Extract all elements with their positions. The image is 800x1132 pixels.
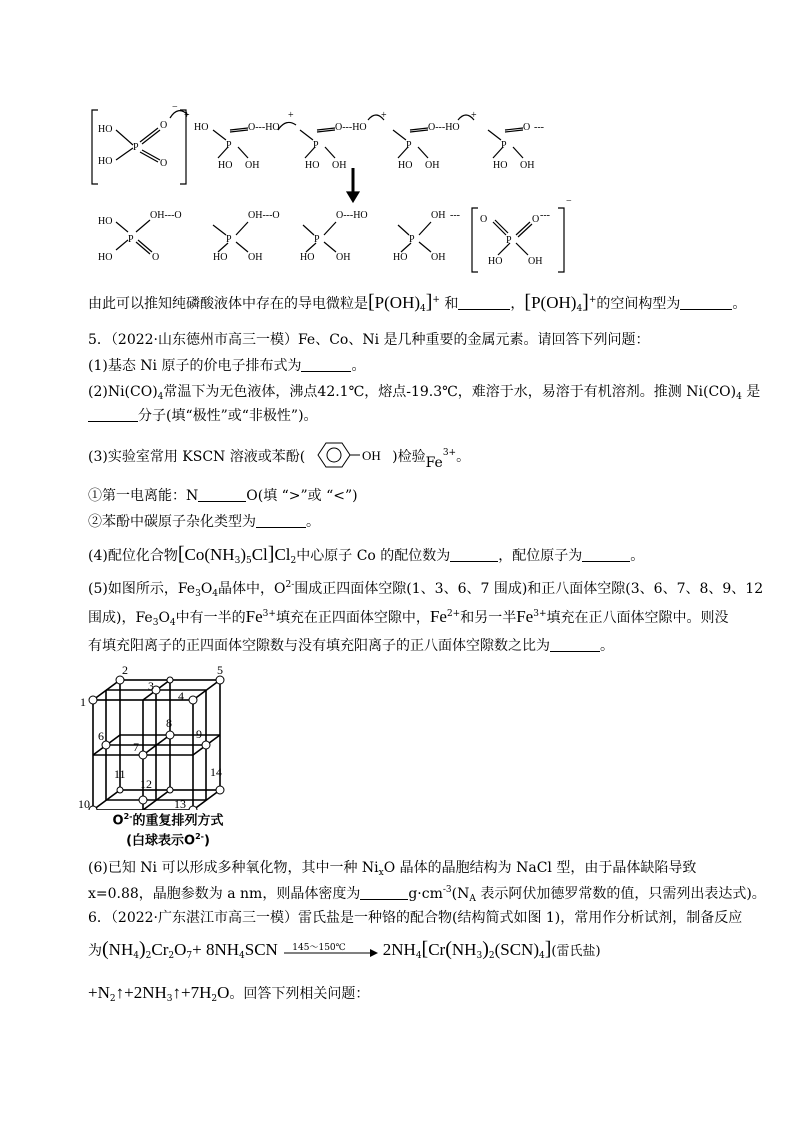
oxide-lattice-figure <box>78 660 238 810</box>
svg-text:---: --- <box>534 122 544 133</box>
svg-text:HO: HO <box>398 160 413 171</box>
q6-intro: 6．（2022·广东湛江市高三一模）雷氏盐是一种铬的配合物(结构简式如图 1)，常用作分析试剂，制备反应 <box>88 910 743 926</box>
svg-text:P: P <box>226 140 232 151</box>
svg-text:P: P <box>314 234 320 245</box>
figure-caption-1: $O^{2-}$的重复排列方式 <box>112 812 224 829</box>
svg-text:14: 14 <box>210 765 222 779</box>
svg-text:HO: HO <box>493 160 508 171</box>
svg-text:P: P <box>313 140 319 151</box>
svg-text:−: − <box>566 196 572 207</box>
svg-text:---: --- <box>450 210 460 221</box>
svg-text:12: 12 <box>140 777 152 791</box>
q5-part6-line2: x=0.88，晶胞参数为 a nm，则晶体密度为 $g\cdot cm^{-3}(N_A$ 表示阿伏加德罗常数的值，只需列出表达式)。 <box>88 885 766 904</box>
q6-equation-line1: 为$(NH_4)_2Cr_2O_7+ 8NH_4SCN$ 145～150℃ $2NH_4[Cr(NH_3)_2(SCN)_4]$(雷氏盐) <box>88 938 601 961</box>
label-ho: HO <box>98 124 113 135</box>
svg-text:OH: OH <box>332 160 347 171</box>
svg-text:6: 6 <box>98 729 104 743</box>
svg-text:3: 3 <box>148 679 154 693</box>
svg-text:11: 11 <box>114 767 126 781</box>
blank-polarity[interactable] <box>88 407 138 422</box>
svg-text:8: 8 <box>166 716 172 730</box>
q5-part5-line2: 围成)，$Fe_3O_4$中有一半的$Fe^{3+}$填充在正四面体空隙中，$Fe^{2+}$和另一半$Fe^{3+}$填充在正八面体空隙中。则没 <box>88 607 729 628</box>
svg-text:OH: OH <box>425 160 440 171</box>
svg-text:HO: HO <box>488 256 503 267</box>
svg-text:O: O <box>480 214 488 225</box>
bracket-right <box>180 110 186 184</box>
q5-part2-line2: 分子(填“极性”或“非极性”)。 <box>88 406 318 426</box>
reaction-arrow: 145～150℃ <box>282 939 378 959</box>
svg-text:HO: HO <box>300 252 315 263</box>
svg-text:1: 1 <box>80 695 86 709</box>
q5-intro: 5．（2022·山东德州市高三一模）Fe、Co、Ni 是几种重要的金属元素。请回答下列问题： <box>88 332 650 348</box>
phenol-oh-label: OH <box>361 448 381 463</box>
svg-text:HO: HO <box>98 216 113 227</box>
svg-text:+: + <box>184 110 190 121</box>
svg-text:O: O <box>152 252 160 263</box>
q5-part2-line1: $(2)Ni(CO)_4$常温下为无色液体，沸点42.1℃，熔点-19.3℃，难溶于水，易溶于有机溶剂。推测 $Ni(CO)_4$ 是 <box>88 384 761 402</box>
svg-text:HO: HO <box>213 252 228 263</box>
svg-text:+: + <box>381 110 387 121</box>
blank-hybridization[interactable] <box>256 513 306 528</box>
svg-text:7: 7 <box>133 740 139 754</box>
svg-text:+: + <box>288 110 294 121</box>
svg-text:P: P <box>406 140 412 151</box>
svg-text:−: − <box>172 102 178 113</box>
svg-text:P: P <box>506 235 512 246</box>
svg-text:HO: HO <box>98 252 113 263</box>
svg-text:P: P <box>133 142 139 153</box>
svg-text:O---HO: O---HO <box>248 122 280 133</box>
svg-text:O---HO: O---HO <box>335 122 367 133</box>
svg-text:O: O <box>532 214 540 225</box>
svg-text:O---HO: O---HO <box>428 122 460 133</box>
svg-text:OH: OH <box>431 252 446 263</box>
q5-part4: (4)配位化合物$[Co(NH_3)_5Cl]Cl_2$中心原子 Co 的配位数为 ，配位原子为 。 <box>88 543 645 566</box>
svg-text:13: 13 <box>174 797 186 810</box>
blank-coordinating-atom[interactable] <box>582 547 630 562</box>
q5-part5-line1: (5)如图所示，$Fe_3O_4$晶体中，$O^{2-}$围成正四面体空隙(1、3、6、7 围成)和正八面体空隙(3、6、7、8、9、12 <box>88 580 764 599</box>
figure-caption-2: (白球表示$O^{2-}$) <box>126 832 210 849</box>
q5-part3-item1: ①第一电离能：N O(填 “>”或 “<”) <box>88 488 358 504</box>
svg-text:OH---O: OH---O <box>248 210 280 221</box>
svg-text:4: 4 <box>178 689 184 703</box>
svg-text:P: P <box>128 234 134 245</box>
svg-text:HO: HO <box>305 160 320 171</box>
svg-text:---: --- <box>540 210 550 221</box>
blank-spatial-configuration[interactable] <box>680 295 732 310</box>
svg-text:O---HO: O---HO <box>336 210 368 221</box>
svg-text:OH: OH <box>336 252 351 263</box>
svg-text:+: + <box>471 110 477 121</box>
phosphoric-acid-diagram <box>88 100 648 280</box>
blank-ionization-compare[interactable] <box>198 487 246 502</box>
phenol-structure <box>310 440 388 470</box>
svg-text:O: O <box>160 158 168 169</box>
svg-text:P: P <box>409 234 415 245</box>
blank-coordination-number[interactable] <box>450 547 498 562</box>
q5-part5-line3: 有填充阳离子的正四面体空隙数与没有填充阳离子的正八面体空隙数之比为 。 <box>88 638 614 654</box>
q6-equation-line2: $+N_2↑+2NH_3↑+7H_2O$。回答下列相关问题： <box>88 983 370 1004</box>
svg-text:10: 10 <box>78 797 90 810</box>
svg-text:OH: OH <box>245 160 260 171</box>
q5-part6-line1: (6)已知 Ni 可以形成多种氧化物，其中一种 $Ni_xO$ 晶体的晶胞结构为 NaCl 型，由于晶体缺陷导致 <box>88 860 697 878</box>
svg-text:5: 5 <box>217 663 223 677</box>
blank-crystal-density[interactable] <box>360 885 408 900</box>
blank-conductive-particle[interactable] <box>458 295 510 310</box>
svg-text:HO: HO <box>393 252 408 263</box>
svg-text:2: 2 <box>122 663 128 677</box>
svg-text:HO: HO <box>194 122 209 133</box>
svg-text:O: O <box>160 120 168 131</box>
q4-conclusion-line: 由此可以推知纯磷酸液体中存在的导电微粒是$[P(OH)_4]^+$ 和 ，$[P(OH)_4]^+$的空间构型为 。 <box>88 291 747 314</box>
svg-text:P: P <box>226 234 232 245</box>
svg-text:OH: OH <box>520 160 535 171</box>
q5-part3-item2: ②苯酚中碳原子杂化类型为 。 <box>88 514 320 530</box>
blank-void-ratio[interactable] <box>550 637 600 652</box>
svg-text:OH: OH <box>248 252 263 263</box>
bracket-left <box>92 110 98 184</box>
svg-text:OH: OH <box>431 210 446 221</box>
svg-text:HO: HO <box>98 156 113 167</box>
svg-text:P: P <box>501 140 507 151</box>
svg-text:HO: HO <box>218 160 233 171</box>
svg-text:OH---O: OH---O <box>150 210 182 221</box>
blank-ni-valence-config[interactable] <box>301 357 351 372</box>
svg-text:OH: OH <box>528 256 543 267</box>
q5-part1: (1)基态 Ni 原子的价电子排布式为 。 <box>88 358 366 374</box>
svg-text:9: 9 <box>196 727 202 741</box>
svg-text:O: O <box>523 122 531 133</box>
q5-part3: (3)实验室常用 KSCN 溶液或苯酚( OH )检验$Fe^{3+}$。 <box>88 440 470 476</box>
